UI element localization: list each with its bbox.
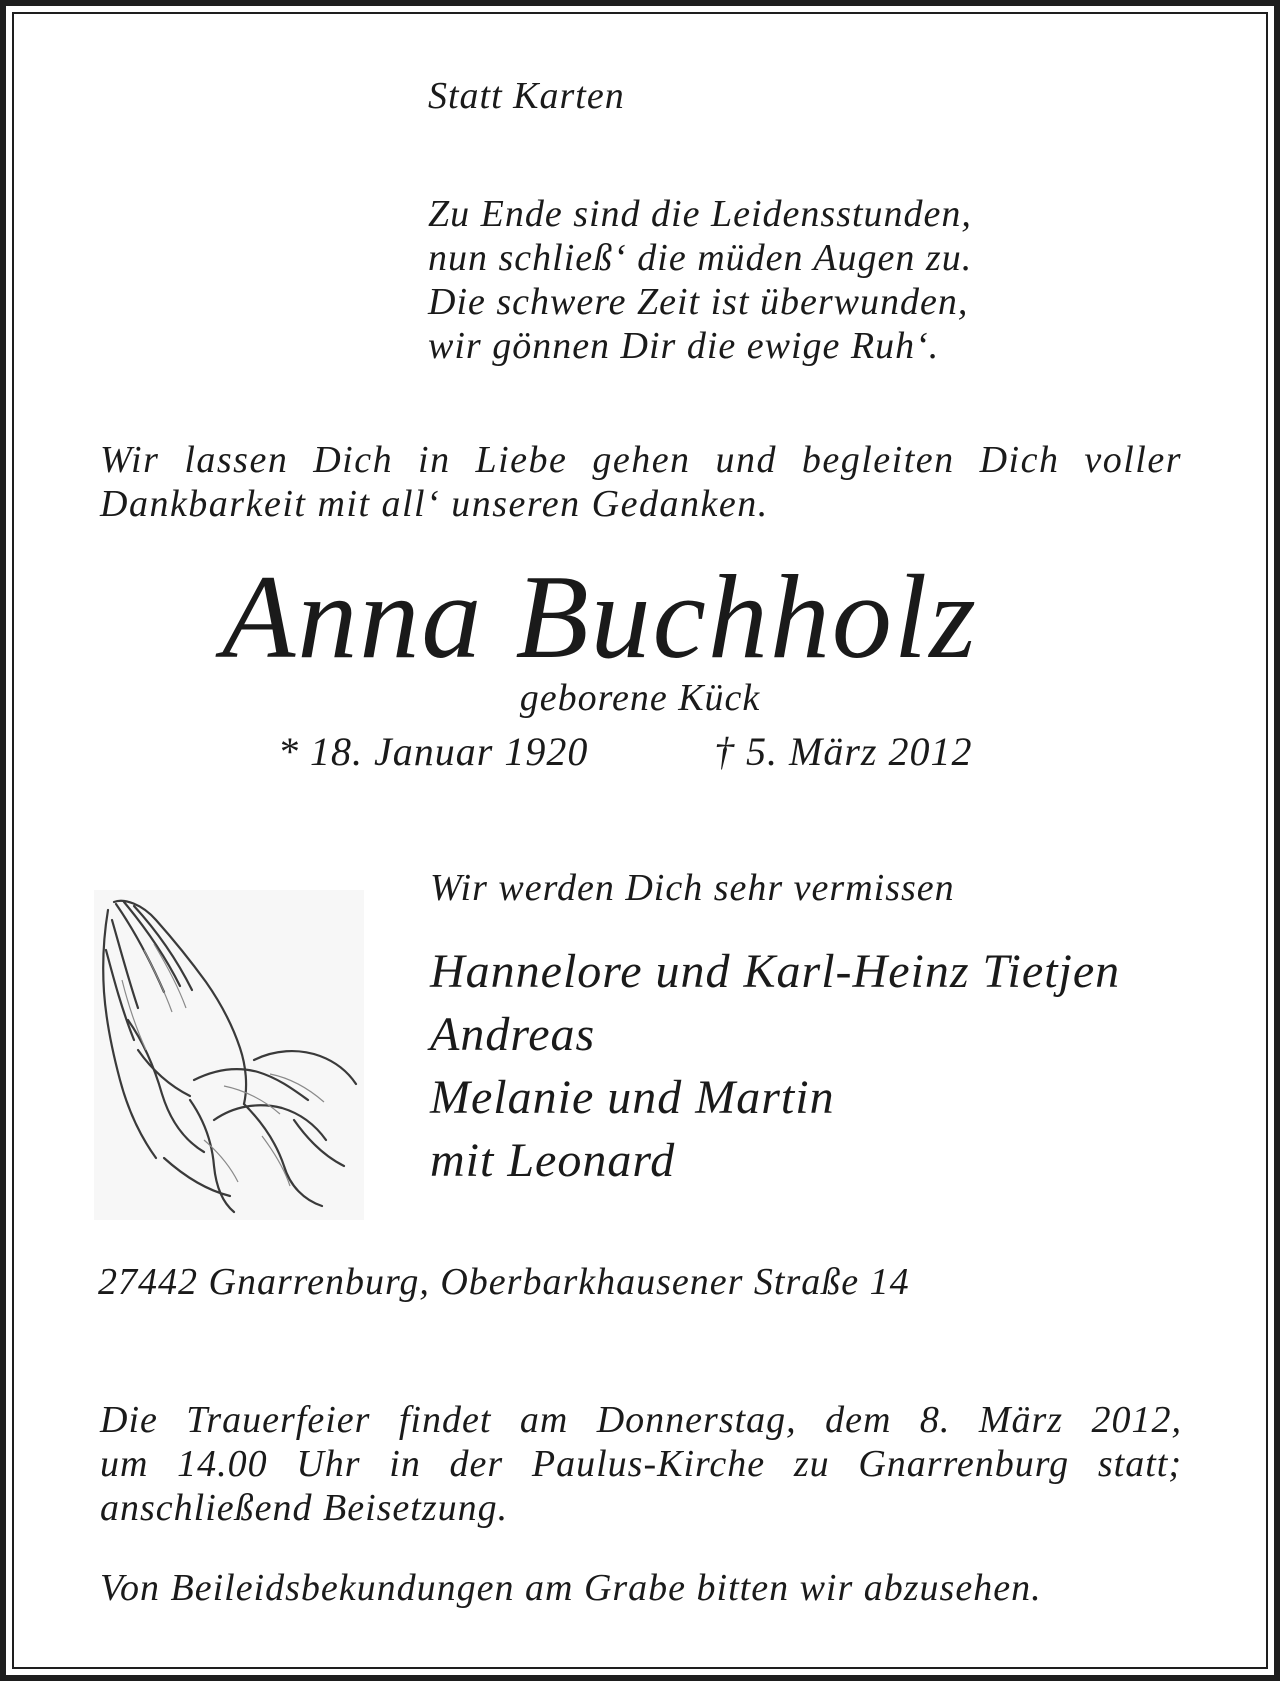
mourner-entry: Hannelore und Karl-Heinz Tietjen: [430, 945, 1121, 998]
praying-hands-icon: [94, 890, 364, 1220]
mourner-entry: mit Leonard: [430, 1134, 676, 1187]
poem-line: nun schließ‘ die müden Augen zu.: [428, 237, 973, 279]
miss-line: Wir werden Dich sehr vermissen: [430, 867, 955, 909]
service-info: [100, 1398, 1182, 1530]
service-line: Die Trauerfeier findet am Donnerstag, dem 8. März 2012,: [100, 1399, 1182, 1441]
birth-date: * 18. Januar 1920: [278, 729, 589, 774]
death-date: † 5. März 2012: [714, 729, 973, 774]
mourner-entry: Melanie und Martin: [430, 1071, 835, 1124]
deceased-name: Anna Buchholz: [222, 550, 978, 683]
service-line: um 14.00 Uhr in der Paulus-Kirche zu Gnarrenburg statt;: [100, 1443, 1182, 1485]
poem-line: Die schwere Zeit ist überwunden,: [428, 281, 969, 323]
poem: [428, 192, 972, 368]
intro-text: [100, 438, 1182, 526]
maiden-name: geborene Kück: [519, 677, 761, 719]
mourner-entry: Andreas: [430, 1008, 596, 1061]
closing-note: Von Beileidsbekundungen am Grabe bitten wir abzusehen.: [100, 1567, 1042, 1609]
intro-line: Dankbarkeit mit all‘ unseren Gedanken.: [100, 483, 769, 525]
mourners-list: [430, 940, 1120, 1192]
notice-header: Statt Karten: [428, 75, 625, 117]
intro-line: Wir lassen Dich in Liebe gehen und begleiten Dich voller: [100, 439, 1182, 481]
service-line: anschließend Beisetzung.: [100, 1487, 509, 1529]
poem-line: Zu Ende sind die Leidensstunden,: [428, 193, 972, 235]
address: 27442 Gnarrenburg, Oberbarkhausener Straße 14: [98, 1261, 910, 1303]
poem-line: wir gönnen Dir die ewige Ruh‘.: [428, 325, 940, 367]
